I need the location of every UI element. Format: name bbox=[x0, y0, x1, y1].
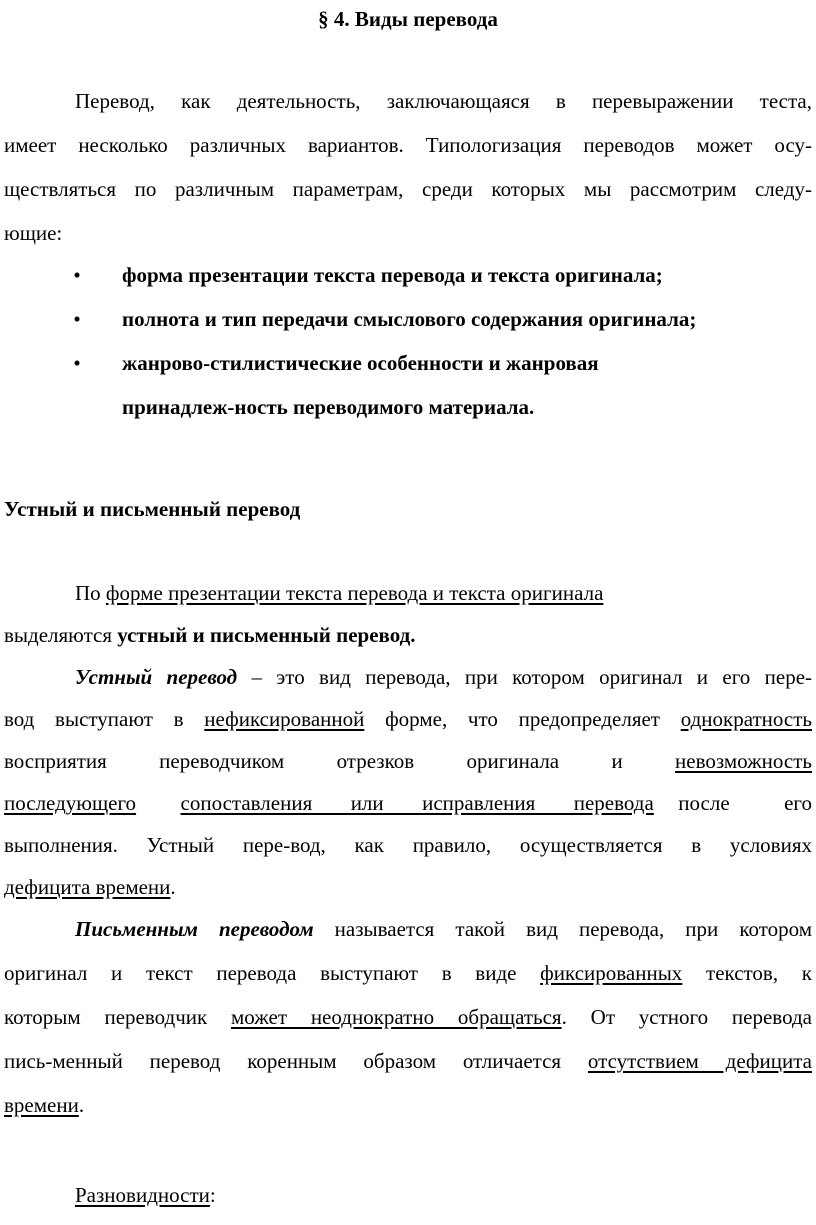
p2-l4-underlined-2: сопоставления или исправления перевода bbox=[180, 791, 654, 815]
p2-l3-underlined: невозможность bbox=[675, 749, 812, 773]
intro-line-4 bbox=[4, 220, 204, 246]
section-heading bbox=[4, 496, 604, 522]
p2-l4-rest: после его bbox=[678, 791, 813, 815]
intro-line-3-text: ществляться по различным параметрам, среди которых мы рассмотрим следу- bbox=[4, 177, 812, 201]
intro-line-2-text: имеет несколько различных вариантов. Типологизация переводов может осу- bbox=[4, 133, 812, 157]
bullet-icon: • bbox=[73, 263, 81, 287]
p2-l6-underlined: дефицита времени bbox=[4, 875, 171, 899]
intro-line-1-text: Перевод, как деятельность, заключающаяся в перевыражении теста, bbox=[75, 89, 812, 113]
p2-l2-underlined-1: нефиксированной bbox=[204, 707, 365, 731]
p3-l2-a: оригинал и текст перевода выступают в виде bbox=[4, 961, 541, 985]
p2-l5: выполнения. Устный пере-вод, как правило, осуществляется в условиях bbox=[4, 833, 812, 857]
p2-line-2 bbox=[4, 706, 812, 732]
p3-line-2 bbox=[4, 960, 812, 986]
bullet-icon: • bbox=[73, 307, 81, 331]
p3-l4-a: пись-менный перевод коренным образом отличается bbox=[4, 1049, 588, 1073]
varieties-label: Разновидности bbox=[75, 1183, 210, 1207]
p1-line-2 bbox=[4, 622, 704, 648]
section-heading-text: Устный и письменный перевод bbox=[4, 497, 301, 521]
p3-line-3 bbox=[4, 1004, 812, 1030]
p3-l3-underlined: может неоднократно обращаться bbox=[231, 1005, 562, 1029]
p1-bold-term: устный и письменный перевод. bbox=[117, 623, 416, 647]
p3-l3-b: . От устного перевода bbox=[561, 1005, 812, 1029]
p3-line-5 bbox=[4, 1092, 404, 1118]
page-title bbox=[0, 6, 816, 32]
intro-line-1 bbox=[75, 88, 812, 114]
p2-line-1 bbox=[75, 664, 812, 690]
p2-l2-underlined-2: однократность bbox=[680, 707, 812, 731]
p3-l1-rest: называется такой вид перевода, при котором bbox=[313, 917, 812, 941]
p2-l3-a: восприятия переводчиком отрезков оригинала и bbox=[4, 749, 676, 773]
title-text: § 4. Виды перевода bbox=[318, 7, 498, 31]
p1-underlined-term: форме презентации текста перевода и текста оригинала bbox=[105, 581, 604, 605]
list-item-text: форма презентации текста перевода и текста оригинала; bbox=[122, 263, 663, 287]
p3-l5-underlined: времени bbox=[4, 1093, 79, 1117]
p2-line-4 bbox=[4, 790, 812, 816]
p2-l2-a: вод выступают в bbox=[4, 707, 205, 731]
p3-l3-a: которым переводчик bbox=[4, 1005, 232, 1029]
p3-l2-b: текстов, к bbox=[682, 961, 812, 985]
p2-line-5 bbox=[4, 832, 812, 858]
p1-line2-prefix: выделяются bbox=[4, 623, 118, 647]
intro-line-3 bbox=[4, 176, 812, 202]
p3-line-4 bbox=[4, 1048, 812, 1074]
p3-l4-underlined: отсутствием дефицита bbox=[587, 1049, 812, 1073]
list-item-text: принадлеж-ность переводимого материала. bbox=[122, 395, 535, 419]
p3-l5-end: . bbox=[78, 1093, 85, 1117]
p3-line-1 bbox=[75, 916, 812, 942]
list-item-text: жанрово-стилистические особенности и жанровая bbox=[122, 351, 599, 375]
p2-term: Устный перевод bbox=[75, 665, 238, 689]
p2-l6-end: . bbox=[170, 875, 176, 899]
p2-line-3 bbox=[4, 748, 812, 774]
p1-prefix: По bbox=[75, 581, 106, 605]
p3-term: Письменным переводом bbox=[75, 917, 314, 941]
varieties-colon: : bbox=[209, 1183, 216, 1207]
intro-line-4-text: ющие: bbox=[4, 221, 63, 245]
list-item-text: полнота и тип передачи смыслового содержания оригинала; bbox=[122, 307, 697, 331]
p3-l2-underlined: фиксированных bbox=[540, 961, 683, 985]
varieties-heading bbox=[75, 1182, 475, 1208]
p2-l4-underlined-1: последующего bbox=[4, 791, 137, 815]
p2-l1-rest: – это вид перевода, при котором оригинал и его пере- bbox=[237, 665, 813, 689]
bullet-icon: • bbox=[73, 351, 81, 375]
p2-l2-b: форме, что предопределяет bbox=[364, 707, 681, 731]
p2-line-6 bbox=[4, 874, 404, 900]
intro-line-2 bbox=[4, 132, 812, 158]
p1-line-1 bbox=[75, 580, 775, 606]
